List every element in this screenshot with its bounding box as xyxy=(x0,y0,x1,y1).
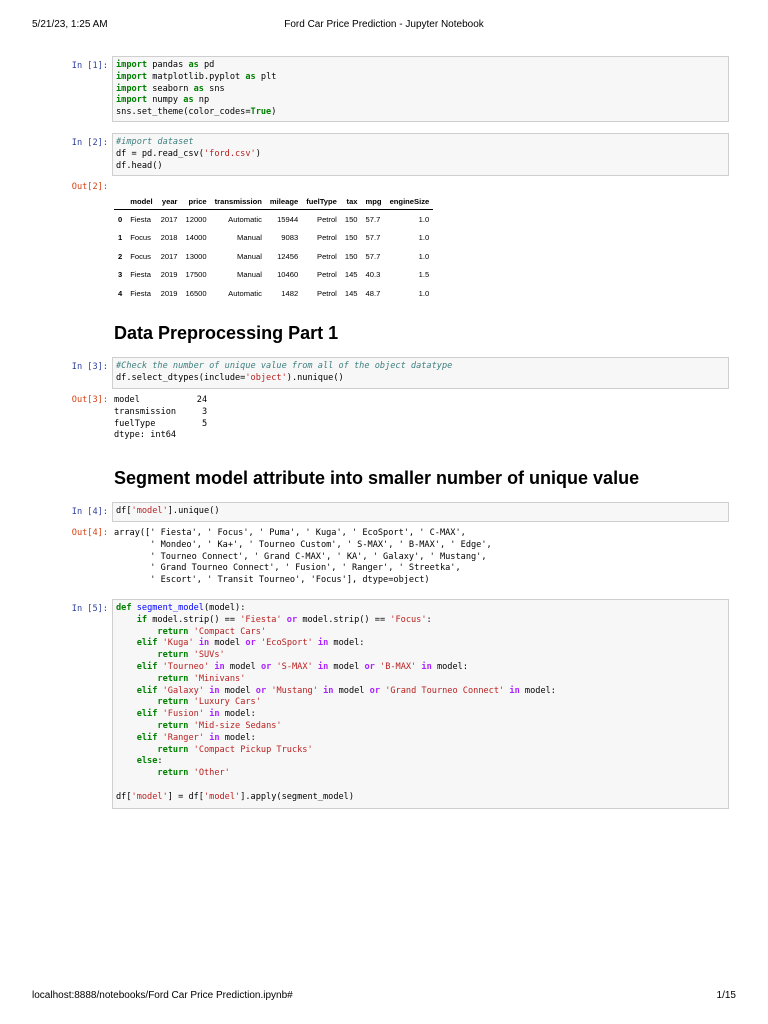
table-row xyxy=(114,266,433,285)
section-heading-segment: Segment model attribute into smaller number of unique value xyxy=(114,468,640,488)
row-index: 4 xyxy=(118,288,123,298)
column-header: year xyxy=(157,193,182,210)
table-cell: Focus xyxy=(130,233,151,243)
column-header: price xyxy=(182,193,211,210)
row-index: 1 xyxy=(118,233,123,243)
column-header: transmission xyxy=(211,193,266,210)
table-cell: 2017 xyxy=(160,251,178,261)
table-cell: Petrol xyxy=(317,251,337,261)
table-cell: 2017 xyxy=(160,214,178,224)
table-cell: Petrol xyxy=(317,214,337,224)
table-cell: 48.7 xyxy=(365,288,381,298)
dataframe-table xyxy=(114,193,433,303)
out-prompt-2: Out[2]: xyxy=(71,182,108,192)
table-cell: 150 xyxy=(344,233,358,243)
code-cell-2[interactable]: #import dataset df = pd.read_csv('ford.csv') df.head() xyxy=(112,133,729,176)
code-cell-4[interactable]: df['model'].unique() xyxy=(112,502,729,522)
table-cell: 15944 xyxy=(277,214,299,224)
print-footer xyxy=(32,990,736,1004)
table-cell: 1.0 xyxy=(418,288,430,298)
column-header: fuelType xyxy=(302,193,341,210)
table-cell: 2019 xyxy=(160,270,178,280)
table-header-row xyxy=(114,193,433,210)
table-cell: 150 xyxy=(344,251,358,261)
in-prompt-1: In [1]: xyxy=(71,61,108,71)
table-cell: Manual xyxy=(237,233,262,243)
table-cell: 12000 xyxy=(185,214,207,224)
out-prompt-3: Out[3]: xyxy=(71,395,108,405)
section-heading-preprocessing: Data Preprocessing Part 1 xyxy=(114,323,339,343)
table-row xyxy=(114,210,433,229)
column-header xyxy=(114,193,126,210)
row-index: 0 xyxy=(118,214,123,224)
table-cell: Fiesta xyxy=(130,270,151,280)
row-index: 2 xyxy=(118,251,123,261)
print-title: Ford Car Price Prediction - Jupyter Notebook xyxy=(284,19,484,30)
table-cell: 1.0 xyxy=(418,214,430,224)
in-prompt-3: In [3]: xyxy=(71,362,108,372)
table-cell: Manual xyxy=(237,270,262,280)
table-cell: 1.5 xyxy=(418,270,430,280)
table-cell: 57.7 xyxy=(365,214,381,224)
table-cell: Fiesta xyxy=(130,214,151,224)
in-prompt-4: In [4]: xyxy=(71,507,108,517)
output-nunique: model 24 transmission 3 fuelType 5 dtype: int64 xyxy=(114,395,208,441)
table-cell: 1482 xyxy=(281,288,299,298)
table-cell: Petrol xyxy=(317,233,337,243)
table-cell: 145 xyxy=(344,270,358,280)
table-cell: 17500 xyxy=(185,270,207,280)
table-cell: Automatic xyxy=(228,288,262,298)
table-cell: 57.7 xyxy=(365,251,381,261)
table-cell: Petrol xyxy=(317,288,337,298)
table-cell: 1.0 xyxy=(418,233,430,243)
column-header: model xyxy=(126,193,156,210)
table-cell: 13000 xyxy=(185,251,207,261)
table-row xyxy=(114,247,433,266)
page-number: 1/15 xyxy=(716,990,736,1001)
table-cell: 14000 xyxy=(185,233,207,243)
column-header: mpg xyxy=(362,193,386,210)
table-cell: Fiesta xyxy=(130,288,151,298)
in-prompt-2: In [2]: xyxy=(71,138,108,148)
table-row xyxy=(114,284,433,303)
table-cell: Petrol xyxy=(317,270,337,280)
column-header: engineSize xyxy=(386,193,434,210)
print-header xyxy=(32,19,736,33)
table-cell: Manual xyxy=(237,251,262,261)
row-index: 3 xyxy=(118,270,123,280)
table-cell: 150 xyxy=(344,214,358,224)
column-header: mileage xyxy=(266,193,302,210)
table-cell: 9083 xyxy=(281,233,299,243)
table-cell: Automatic xyxy=(228,214,262,224)
table-cell: 12456 xyxy=(277,251,299,261)
table-row xyxy=(114,229,433,248)
table-cell: 2019 xyxy=(160,288,178,298)
print-url: localhost:8888/notebooks/Ford Car Price Prediction.ipynb# xyxy=(32,990,293,1001)
column-header: tax xyxy=(341,193,362,210)
in-prompt-5: In [5]: xyxy=(71,604,108,614)
table-cell: 145 xyxy=(344,288,358,298)
code-cell-1[interactable]: import pandas as pd import matplotlib.pyplot as plt import seaborn as sns import numpy as np sns.set_theme(color_codes=True) xyxy=(112,56,729,122)
table-cell: Focus xyxy=(130,251,151,261)
table-cell: 57.7 xyxy=(365,233,381,243)
table-cell: 40.3 xyxy=(365,270,381,280)
code-cell-3[interactable]: #Check the number of unique value from all of the object datatype df.select_dtypes(include='object').nunique() xyxy=(112,357,729,389)
table-cell: 2018 xyxy=(160,233,178,243)
print-date: 5/21/23, 1:25 AM xyxy=(32,19,108,30)
table-cell: 10460 xyxy=(277,270,299,280)
code-cell-5[interactable]: def segment_model(model): if model.strip() == 'Fiesta' or model.strip() == 'Focus': return 'Compact Cars' elif 'Kuga' in model or 'EcoSport' in model: return 'SUVs' elif 'Tourneo' in model or 'S-MAX' in model or 'B-MAX' in model: return 'Minivans' elif 'Galaxy' in model or 'Mustang' in model or 'Grand Tourneo Connect' in model: return 'Luxury Cars' elif 'Fusion' in model: return 'Mid-size Sedans' elif 'Ranger' in model: return 'Compact Pickup Trucks' else: return 'Other' df['model'] = df['model'].apply(segment_model) xyxy=(112,599,729,809)
output-unique-models: array([' Fiesta', ' Focus', ' Puma', ' Kuga', ' EcoSport', ' C-MAX', ' Mondeo', ' Ka+', ' Tourneo Custom', ' S-MAX', ' B-MAX', ' Edge', ' Tourneo Connect', ' Grand C-MAX', ' KA', ' Galaxy', ' Mustang', ' Grand Tourneo Connect', ' Fusion', ' Ranger', ' Streetka', ' Escort', ' Transit Tourneo', 'Focus'], dtype=object) xyxy=(114,528,492,586)
out-prompt-4: Out[4]: xyxy=(71,528,108,538)
table-cell: 1.0 xyxy=(418,251,430,261)
table-cell: 16500 xyxy=(185,288,207,298)
